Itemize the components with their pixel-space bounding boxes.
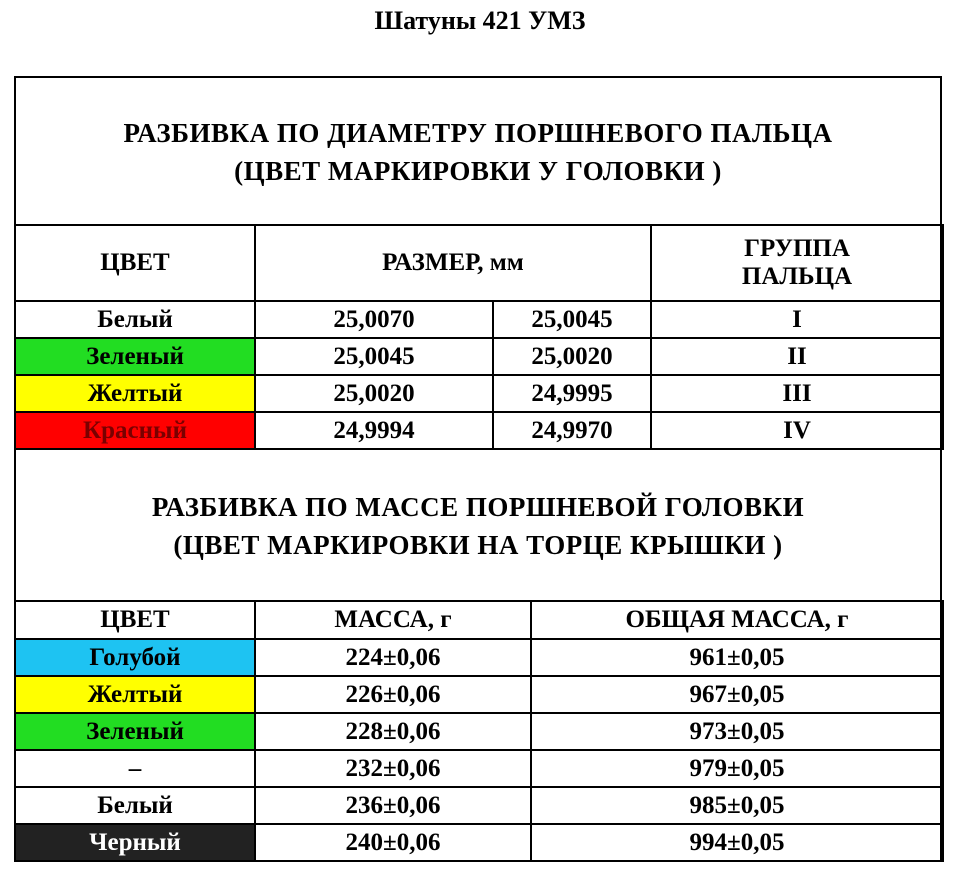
- header-color: ЦВЕТ: [15, 225, 255, 301]
- table-row: [15, 676, 943, 713]
- total-mass-cell: 979±0,05: [531, 750, 943, 787]
- header-total-mass: ОБЩАЯ МАССА, г: [531, 601, 943, 639]
- size-min-cell: 24,9970: [493, 412, 651, 449]
- color-cell: Красный: [15, 412, 255, 449]
- mass-cell: 240±0,06: [255, 824, 531, 861]
- header-mass: МАССА, г: [255, 601, 531, 639]
- size-min-cell: 24,9995: [493, 375, 651, 412]
- table-row: [15, 375, 943, 412]
- color-cell: Желтый: [15, 676, 255, 713]
- size-min-cell: 25,0020: [493, 338, 651, 375]
- table-row: [15, 338, 943, 375]
- color-cell: Желтый: [15, 375, 255, 412]
- color-cell: Голубой: [15, 639, 255, 676]
- table-row: [15, 750, 943, 787]
- head-mass-table: [14, 600, 944, 862]
- group-cell: IV: [651, 412, 943, 449]
- section2-heading-line2: (ЦВЕТ МАРКИРОВКИ НА ТОРЦЕ КРЫШКИ ): [173, 530, 783, 560]
- total-mass-cell: 967±0,05: [531, 676, 943, 713]
- pin-diameter-table: [14, 224, 944, 450]
- mass-cell: 236±0,06: [255, 787, 531, 824]
- total-mass-cell: 985±0,05: [531, 787, 943, 824]
- table-row: [15, 713, 943, 750]
- table-header-row: [15, 225, 943, 301]
- color-cell: Черный: [15, 824, 255, 861]
- color-cell: Зеленый: [15, 713, 255, 750]
- total-mass-cell: 961±0,05: [531, 639, 943, 676]
- table-row: [15, 412, 943, 449]
- header-color: ЦВЕТ: [15, 601, 255, 639]
- mass-cell: 224±0,06: [255, 639, 531, 676]
- header-group: ГРУППА ПАЛЬЦА: [651, 225, 943, 301]
- table-row: [15, 824, 943, 861]
- page-title: Шатуны 421 УМЗ: [374, 6, 586, 35]
- group-cell: I: [651, 301, 943, 338]
- table-header-row: [15, 601, 943, 639]
- color-cell: –: [15, 750, 255, 787]
- color-cell: Белый: [15, 787, 255, 824]
- mass-cell: 228±0,06: [255, 713, 531, 750]
- size-max-cell: 25,0045: [255, 338, 493, 375]
- mass-cell: 232±0,06: [255, 750, 531, 787]
- section1-heading-line1: РАЗБИВКА ПО ДИАМЕТРУ ПОРШНЕВОГО ПАЛЬЦА: [123, 118, 833, 148]
- section2-heading-line1: РАЗБИВКА ПО МАССЕ ПОРШНЕВОЙ ГОЛОВКИ: [151, 492, 805, 522]
- spec-frame: [14, 76, 942, 862]
- header-size: РАЗМЕР, мм: [255, 225, 651, 301]
- total-mass-cell: 994±0,05: [531, 824, 943, 861]
- size-max-cell: 24,9994: [255, 412, 493, 449]
- table-row: [15, 639, 943, 676]
- group-cell: II: [651, 338, 943, 375]
- group-cell: III: [651, 375, 943, 412]
- total-mass-cell: 973±0,05: [531, 713, 943, 750]
- color-cell: Белый: [15, 301, 255, 338]
- size-max-cell: 25,0020: [255, 375, 493, 412]
- size-max-cell: 25,0070: [255, 301, 493, 338]
- table-row: [15, 787, 943, 824]
- section1-heading-line2: (ЦВЕТ МАРКИРОВКИ У ГОЛОВКИ ): [234, 156, 722, 186]
- mass-cell: 226±0,06: [255, 676, 531, 713]
- color-cell: Зеленый: [15, 338, 255, 375]
- table-row: [15, 301, 943, 338]
- size-min-cell: 25,0045: [493, 301, 651, 338]
